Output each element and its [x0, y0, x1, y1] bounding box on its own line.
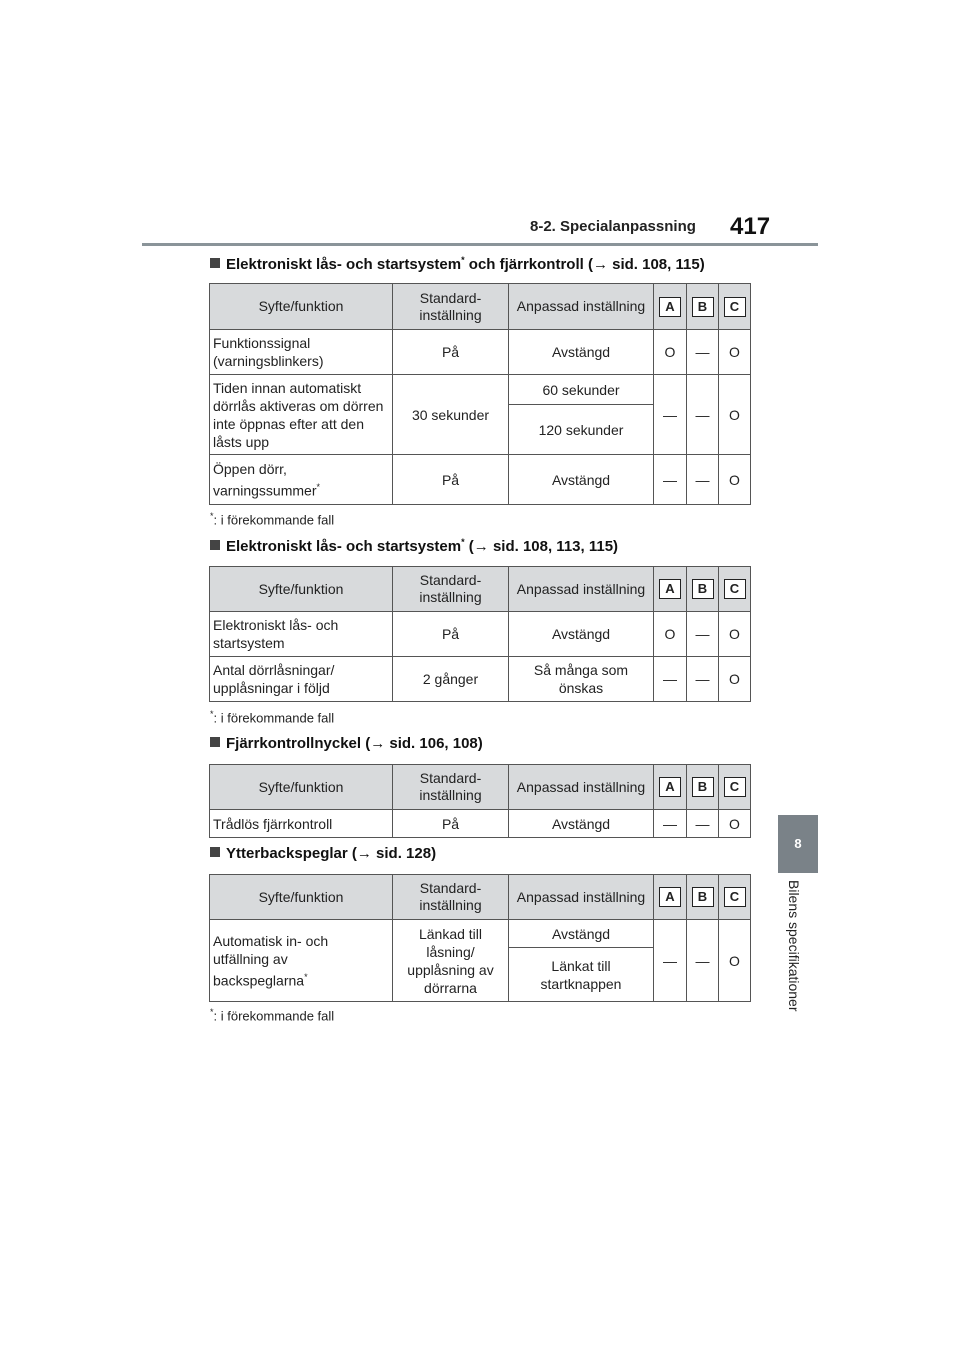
- table-row: Trådlös fjärrkontroll På Avstängd — — O: [210, 810, 751, 838]
- square-bullet-icon: [210, 540, 220, 550]
- settings-table-4: [209, 874, 751, 1002]
- section-heading-2: Elektroniskt lås- och startsystem* (→ sid. 108, 113, 115): [210, 537, 618, 555]
- table-row: Automatisk in- och utfällning av backspeglarna* Länkad till låsning/ upplåsning av dörrarna Avstängd — — O: [210, 920, 751, 948]
- col-b-label: B: [692, 297, 714, 317]
- col-a-label: A: [659, 297, 681, 317]
- table-row: Funktionssignal (varningsblinkers) På Avstängd O — O: [210, 330, 751, 375]
- page-number: 417: [730, 213, 771, 240]
- settings-table-1: [209, 283, 751, 505]
- table-header-row: Syfte/funktion Standard- inställning Anpassad inställning A B C: [210, 765, 751, 810]
- settings-table-2: [209, 566, 751, 702]
- table-header-row: Syfte/funktion Standard- inställning Anpassad inställning A B C: [210, 875, 751, 920]
- chapter-title: Bilens specifikationer: [786, 880, 802, 1012]
- col-purpose: Syfte/funktion: [210, 284, 393, 330]
- table-header-row: [210, 284, 751, 330]
- section-header: 8-2. Specialanpassning: [530, 218, 696, 235]
- section-heading-4: Ytterbackspeglar (→ sid. 128): [210, 845, 436, 862]
- table-row: Elektroniskt lås- och startsystem På Avstängd O — O: [210, 612, 751, 657]
- section-heading-1: Elektroniskt lås- och startsystem* och fjärrkontroll (→ sid. 108, 115): [210, 255, 705, 273]
- table-header-row: Syfte/funktion Standard- inställning Anpassad inställning A B C: [210, 567, 751, 612]
- col-default: Standard- inställning: [393, 284, 509, 330]
- header-rule: [142, 243, 818, 246]
- square-bullet-icon: [210, 847, 220, 857]
- table-row: 120 sekunder: [210, 405, 751, 455]
- footnote: *: i förekommande fall: [210, 709, 335, 726]
- section-heading-3: Fjärrkontrollnyckel (→ sid. 106, 108): [210, 735, 483, 752]
- table-row: Tiden innan automatiskt dörrlås aktiveras om dörren inte öppnas efter att den låsts upp 30 sekunder 60 sekunder — — O: [210, 375, 751, 405]
- table-row: Antal dörrlåsningar/ upplåsningar i följd 2 gånger Så många som önskas — — O: [210, 657, 751, 702]
- chapter-tab: 8: [778, 815, 818, 873]
- settings-table-3: [209, 764, 751, 838]
- col-custom: Anpassad inställning: [509, 284, 654, 330]
- table-row: Länkat till startknappen: [210, 948, 751, 1002]
- square-bullet-icon: [210, 737, 220, 747]
- square-bullet-icon: [210, 258, 220, 268]
- table-row: Öppen dörr, varningssummer* På Avstängd — — O: [210, 455, 751, 505]
- col-c-label: C: [724, 297, 746, 317]
- footnote: *: i förekommande fall: [210, 1007, 335, 1024]
- footnote: *: i förekommande fall: [210, 511, 335, 528]
